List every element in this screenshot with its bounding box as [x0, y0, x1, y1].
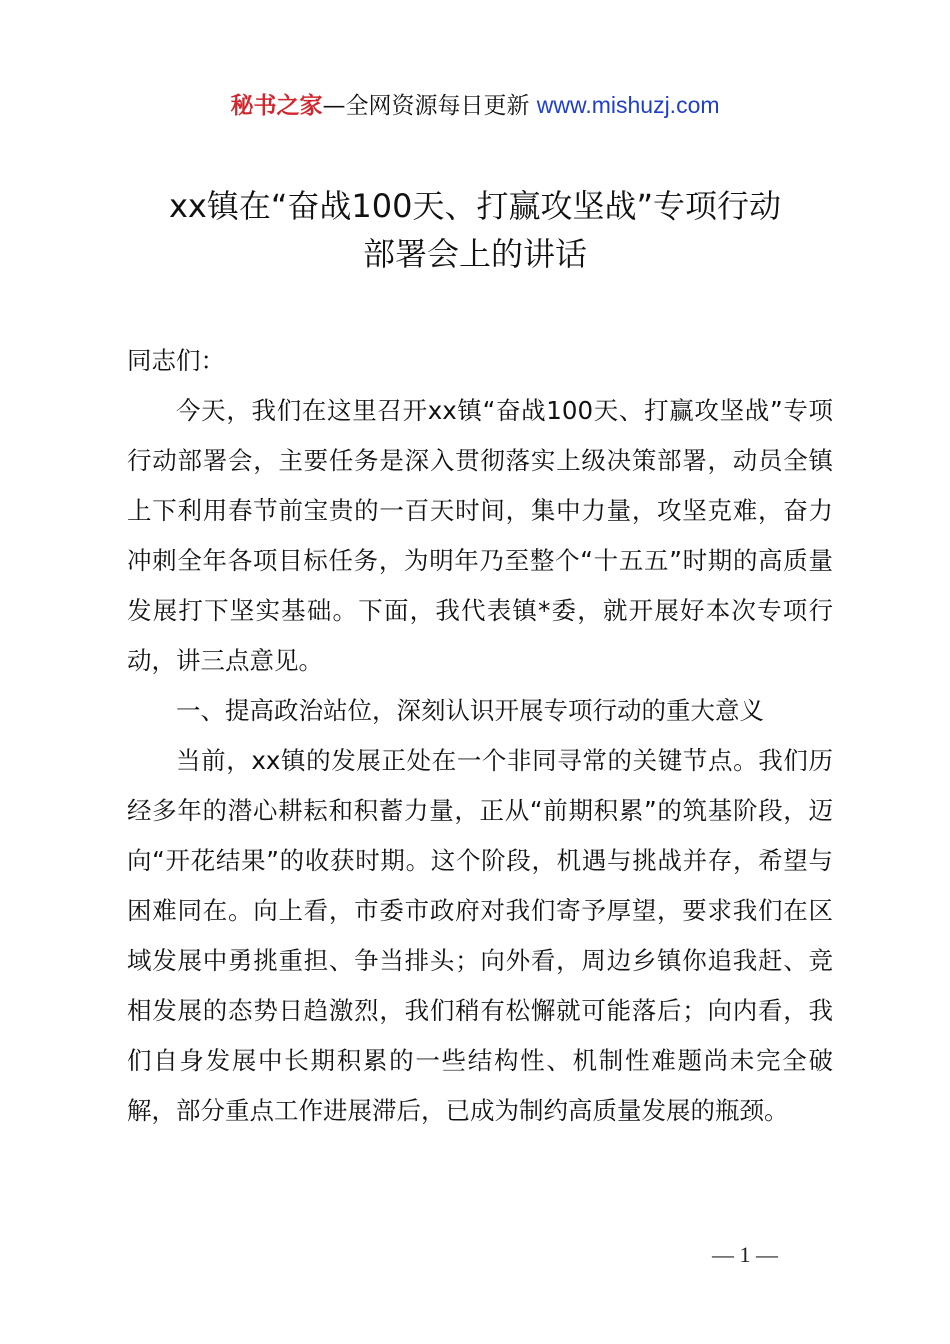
- brand-name: 秘书之家: [230, 93, 323, 119]
- site-header: [0, 88, 950, 123]
- section-heading-1: 一、提高政治站位，深刻认识开展专项行动的重大意义: [176, 696, 764, 725]
- title-line-2: 部署会上的讲话: [362, 235, 587, 273]
- document-title: [60, 182, 890, 278]
- paragraph-intro: 今天，我们在这里召开xx镇“奋战100天、打赢攻坚战”专项行动部署会，主要任务是深入贯彻落实上级决策部署，动员全镇上下利用春节前宝贵的一百天时间，集中力量，攻坚克难，奋力冲刺全年各项目标任务，为明年乃至整个“十五五”时期的高质量发展打下坚实基础。下面，我代表镇*委，就开展好本次专项行动，讲三点意见。: [127, 396, 833, 675]
- page-number: — 1 —: [712, 1242, 778, 1267]
- paragraph-section-1: 当前，xx镇的发展正处在一个非同寻常的关键节点。我们历经多年的潜心耕耘和积蓄力量，正从“前期积累”的筑基阶段，迈向“开花结果”的收获时期。这个阶段，机遇与挑战并存，希望与困难同在。向上看，市委市政府对我们寄予厚望，要求我们在区域发展中勇挑重担、争当排头；向外看，周边乡镇你追我赶、竞相发展的态势日趋激烈，我们稍有松懈就可能落后；向内看，我们自身发展中长期积累的一些结构性、机制性难题尚未完全破解，部分重点工作进展滞后，已成为制约高质量发展的瓶颈。: [127, 746, 833, 1125]
- title-line-1: xx镇在“奋战100天、打赢攻坚战”专项行动: [168, 187, 782, 225]
- document-body: [127, 336, 833, 1136]
- salutation: 同志们：: [127, 346, 225, 375]
- header-slogan: —全网资源每日更新: [322, 93, 537, 119]
- site-url-link[interactable]: www.mishuzj.com: [536, 92, 720, 118]
